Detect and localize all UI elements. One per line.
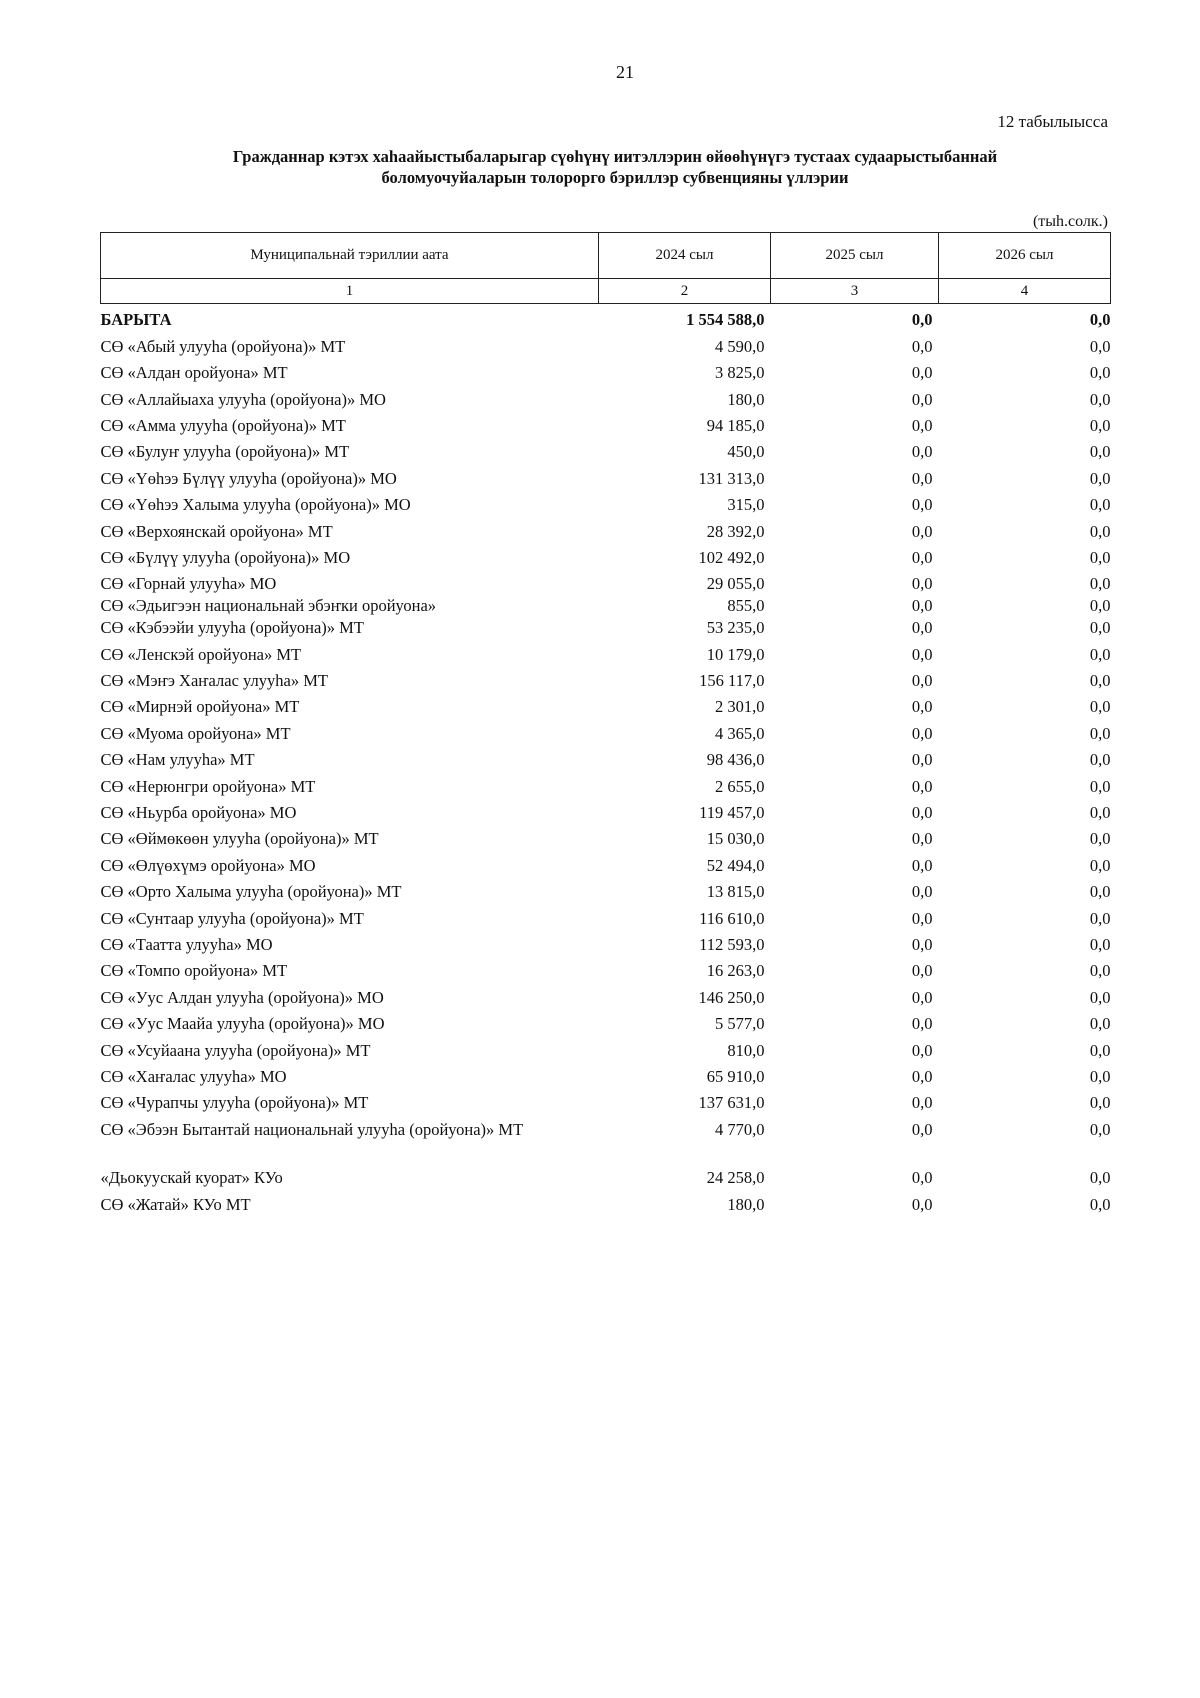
subvention-table <box>100 232 1111 1215</box>
value-2026: 0,0 <box>1089 803 1111 823</box>
unit-label: (тыһ.солк.) <box>1032 213 1108 230</box>
value-2025: 0,0 <box>911 1040 933 1060</box>
table-row <box>101 770 1111 796</box>
column-header-municipality: Муниципальнай тэриллии аата <box>101 233 599 279</box>
column-number-4: 4 <box>939 279 1111 304</box>
value-2026: 0,0 <box>1089 521 1111 541</box>
municipality-name: СӨ «Абый улууһа (оройуона)» МТ <box>100 336 346 356</box>
value-2024: 4 590,0 <box>715 336 765 356</box>
column-header-2026: 2026 сыл <box>939 233 1111 279</box>
value-2024: 156 117,0 <box>699 671 765 691</box>
value-2024: 4 365,0 <box>715 723 765 743</box>
value-2025: 0,0 <box>911 644 933 664</box>
page-number: 21 <box>616 62 634 82</box>
value-2026: 0,0 <box>1089 961 1111 981</box>
value-2026: 0,0 <box>1089 1119 1111 1139</box>
value-2026: 0,0 <box>1089 855 1111 875</box>
value-2026: 0,0 <box>1089 750 1111 770</box>
municipality-name: СӨ «Бүлүү улууһа (оройуона)» МО <box>100 547 351 567</box>
table-row <box>101 955 1111 981</box>
table-row <box>101 489 1111 515</box>
value-2026: 0,0 <box>1089 468 1111 488</box>
value-2026: 0,0 <box>1089 776 1111 796</box>
value-2024: 2 655,0 <box>715 776 765 796</box>
value-2024: 855,0 <box>727 596 765 616</box>
value-2025: 0,0 <box>911 961 933 981</box>
value-2024: 112 593,0 <box>699 934 765 954</box>
value-2024: 450,0 <box>727 442 765 462</box>
municipality-name: СӨ «Муома оройуона» МТ <box>100 723 291 743</box>
total-2026: 0,0 <box>1089 310 1111 330</box>
municipality-name: СӨ «Эдьигээн национальнай эбэҥки оройуона» <box>100 596 437 616</box>
municipality-name: СӨ «Жатай» КУо МТ <box>100 1194 251 1214</box>
value-2024: 10 179,0 <box>706 644 765 664</box>
value-2026: 0,0 <box>1089 697 1111 717</box>
value-2025: 0,0 <box>911 574 933 594</box>
table-row <box>101 594 1111 616</box>
municipality-name: СӨ «Горнай улууһа» МО <box>100 574 277 594</box>
value-2024: 29 055,0 <box>706 574 765 594</box>
value-2024: 15 030,0 <box>706 829 765 849</box>
column-number-1: 1 <box>101 279 599 304</box>
total-row <box>101 304 1111 331</box>
table-row <box>101 1188 1111 1214</box>
municipality-name: СӨ «Уус Маайа улууһа (оройуона)» МО <box>100 1014 385 1034</box>
value-2024: 180,0 <box>727 1194 765 1214</box>
table-row <box>101 410 1111 436</box>
value-2024: 28 392,0 <box>706 521 765 541</box>
value-2024: 146 250,0 <box>698 987 765 1007</box>
value-2025: 0,0 <box>911 803 933 823</box>
municipality-name: СӨ «Эбээн Бытантай национальнай улууһа (оройуона)» МТ <box>100 1119 524 1139</box>
value-2025: 0,0 <box>911 908 933 928</box>
value-2025: 0,0 <box>911 495 933 515</box>
value-2026: 0,0 <box>1089 547 1111 567</box>
value-2024: 810,0 <box>727 1040 765 1060</box>
value-2025: 0,0 <box>911 1014 933 1034</box>
municipality-name: СӨ «Нам улууһа» МТ <box>100 750 255 770</box>
value-2026: 0,0 <box>1089 1093 1111 1113</box>
municipality-name: СӨ «Мэҥэ Хаҥалас улууһа» МТ <box>100 671 328 691</box>
spacer-cell <box>101 1140 1111 1162</box>
table-row <box>101 462 1111 488</box>
value-2026: 0,0 <box>1089 618 1111 638</box>
value-2024: 24 258,0 <box>706 1168 765 1188</box>
municipality-name: СӨ «Таатта улууһа» МО <box>100 934 273 954</box>
value-2026: 0,0 <box>1089 829 1111 849</box>
table-row <box>101 1061 1111 1087</box>
value-2026: 0,0 <box>1089 1014 1111 1034</box>
value-2026: 0,0 <box>1089 1066 1111 1086</box>
municipality-name: СӨ «Амма улууһа (оройуона)» МТ <box>100 415 346 435</box>
table-body <box>101 304 1111 1215</box>
table-row <box>101 849 1111 875</box>
spacer-row <box>101 1140 1111 1162</box>
value-2024: 16 263,0 <box>706 961 765 981</box>
table-row <box>101 1008 1111 1034</box>
municipality-name: СӨ «Аллайыаха улууһа (оройуона)» МО <box>100 389 386 409</box>
value-2025: 0,0 <box>911 750 933 770</box>
title-line-1: Гражданнар кэтэх хаһаайыстыбаларыгар сүөһүнү иитэллэрин өйөөһүнүгэ тустаах судаарыстыбаннай <box>232 147 998 166</box>
value-2025: 0,0 <box>911 415 933 435</box>
value-2026: 0,0 <box>1089 1168 1111 1188</box>
column-header-2025: 2025 сыл <box>771 233 939 279</box>
value-2025: 0,0 <box>911 1194 933 1214</box>
value-2026: 0,0 <box>1089 336 1111 356</box>
value-2025: 0,0 <box>911 521 933 541</box>
value-2025: 0,0 <box>911 776 933 796</box>
value-2026: 0,0 <box>1089 1040 1111 1060</box>
table-row <box>101 744 1111 770</box>
appendix-label: 12 табылыысса <box>997 112 1108 131</box>
value-2025: 0,0 <box>911 618 933 638</box>
value-2026: 0,0 <box>1089 934 1111 954</box>
value-2024: 52 494,0 <box>706 855 765 875</box>
value-2025: 0,0 <box>911 697 933 717</box>
value-2025: 0,0 <box>911 547 933 567</box>
municipality-name: СӨ «Үөһээ Бүлүү улууһа (оройуона)» МО <box>100 468 397 488</box>
value-2026: 0,0 <box>1089 908 1111 928</box>
table-row <box>101 383 1111 409</box>
value-2025: 0,0 <box>911 363 933 383</box>
municipality-name: СӨ «Ньурба оройуона» МО <box>100 803 297 823</box>
value-2026: 0,0 <box>1089 574 1111 594</box>
municipality-name: СӨ «Мирнэй оройуона» МТ <box>100 697 300 717</box>
value-2025: 0,0 <box>911 829 933 849</box>
table-row <box>101 1087 1111 1113</box>
table-row <box>101 691 1111 717</box>
value-2026: 0,0 <box>1089 723 1111 743</box>
table-row <box>101 568 1111 594</box>
value-2024: 137 631,0 <box>698 1093 765 1113</box>
value-2024: 131 313,0 <box>698 468 765 488</box>
value-2025: 0,0 <box>911 389 933 409</box>
value-2026: 0,0 <box>1089 442 1111 462</box>
municipality-name: «Дьокуускай куорат» КУо <box>100 1168 283 1188</box>
value-2025: 0,0 <box>911 882 933 902</box>
municipality-name: СӨ «Өймөкөөн улууһа (оройуона)» МТ <box>100 829 379 849</box>
value-2025: 0,0 <box>911 1119 933 1139</box>
table-row <box>101 436 1111 462</box>
value-2025: 0,0 <box>911 1093 933 1113</box>
table-row <box>101 717 1111 743</box>
value-2024: 4 770,0 <box>715 1119 765 1139</box>
value-2025: 0,0 <box>911 468 933 488</box>
table-row <box>101 1113 1111 1139</box>
value-2024: 180,0 <box>727 389 765 409</box>
municipality-name: СӨ «Орто Халыма улууһа (оройуона)» МТ <box>100 882 402 902</box>
municipality-name: СӨ «Чурапчы улууһа (оройуона)» МТ <box>100 1093 369 1113</box>
table-row <box>101 797 1111 823</box>
table-header-row <box>101 233 1111 279</box>
table-row <box>101 929 1111 955</box>
value-2026: 0,0 <box>1089 1194 1111 1214</box>
table-row <box>101 330 1111 356</box>
value-2024: 13 815,0 <box>706 882 765 902</box>
value-2026: 0,0 <box>1089 389 1111 409</box>
value-2025: 0,0 <box>911 1066 933 1086</box>
column-number-3: 3 <box>771 279 939 304</box>
column-number-row <box>101 279 1111 304</box>
value-2025: 0,0 <box>911 442 933 462</box>
table-row <box>101 1162 1111 1188</box>
value-2024: 2 301,0 <box>715 697 765 717</box>
column-header-2024: 2024 сыл <box>599 233 771 279</box>
municipality-name: СӨ «Хаҥалас улууһа» МО <box>100 1066 287 1086</box>
value-2024: 116 610,0 <box>699 908 765 928</box>
municipality-name: СӨ «Верхоянскай оройуона» МТ <box>100 521 333 541</box>
municipality-name: СӨ «Уус Алдан улууһа (оройуона)» МО <box>100 987 384 1007</box>
title-line-2: боломуочуйаларын толорорго бэриллэр субвенцияны үллэрии <box>381 168 849 187</box>
value-2025: 0,0 <box>911 934 933 954</box>
value-2024: 119 457,0 <box>699 803 765 823</box>
municipality-name: СӨ «Өлүөхүмэ оройуона» МО <box>100 855 316 875</box>
table-row <box>101 638 1111 664</box>
table-row <box>101 665 1111 691</box>
value-2024: 65 910,0 <box>706 1066 765 1086</box>
value-2024: 315,0 <box>727 495 765 515</box>
total-name: БАРЫТА <box>100 310 172 330</box>
value-2026: 0,0 <box>1089 596 1111 616</box>
value-2026: 0,0 <box>1089 882 1111 902</box>
table-row <box>101 515 1111 541</box>
value-2024: 53 235,0 <box>706 618 765 638</box>
total-2025: 0,0 <box>911 310 933 330</box>
municipality-name: СӨ «Сунтаар улууһа (оройуона)» МТ <box>100 908 364 928</box>
value-2024: 3 825,0 <box>715 363 765 383</box>
value-2025: 0,0 <box>911 671 933 691</box>
value-2026: 0,0 <box>1089 415 1111 435</box>
table-row <box>101 542 1111 568</box>
value-2026: 0,0 <box>1089 671 1111 691</box>
value-2026: 0,0 <box>1089 495 1111 515</box>
municipality-name: СӨ «Үөһээ Халыма улууһа (оройуона)» МО <box>100 495 411 515</box>
value-2025: 0,0 <box>911 596 933 616</box>
value-2024: 94 185,0 <box>706 415 765 435</box>
table-row <box>101 1034 1111 1060</box>
municipality-name: СӨ «Кэбээйи улууһа (оройуона)» МТ <box>100 618 364 638</box>
value-2026: 0,0 <box>1089 644 1111 664</box>
column-number-2: 2 <box>599 279 771 304</box>
value-2024: 102 492,0 <box>698 547 765 567</box>
value-2025: 0,0 <box>911 336 933 356</box>
table-row <box>101 616 1111 638</box>
value-2025: 0,0 <box>911 855 933 875</box>
value-2025: 0,0 <box>911 987 933 1007</box>
municipality-name: СӨ «Алдан оройуона» МТ <box>100 363 288 383</box>
subvention-table-container <box>100 232 1110 1215</box>
table-row <box>101 357 1111 383</box>
municipality-name: СӨ «Томпо оройуона» МТ <box>100 961 288 981</box>
value-2026: 0,0 <box>1089 987 1111 1007</box>
value-2024: 98 436,0 <box>706 750 765 770</box>
municipality-name: СӨ «Нерюнгри оройуона» МТ <box>100 776 316 796</box>
table-row <box>101 823 1111 849</box>
value-2026: 0,0 <box>1089 363 1111 383</box>
table-row <box>101 876 1111 902</box>
table-row <box>101 981 1111 1007</box>
document-title <box>100 146 1130 188</box>
value-2025: 0,0 <box>911 1168 933 1188</box>
table-row <box>101 902 1111 928</box>
value-2025: 0,0 <box>911 723 933 743</box>
municipality-name: СӨ «Усуйаана улууһа (оройуона)» МТ <box>100 1040 371 1060</box>
municipality-name: СӨ «Ленскэй оройуона» МТ <box>100 644 302 664</box>
municipality-name: СӨ «Булуҥ улууһа (оройуона)» МТ <box>100 442 350 462</box>
total-2024: 1 554 588,0 <box>686 310 765 330</box>
value-2024: 5 577,0 <box>715 1014 765 1034</box>
